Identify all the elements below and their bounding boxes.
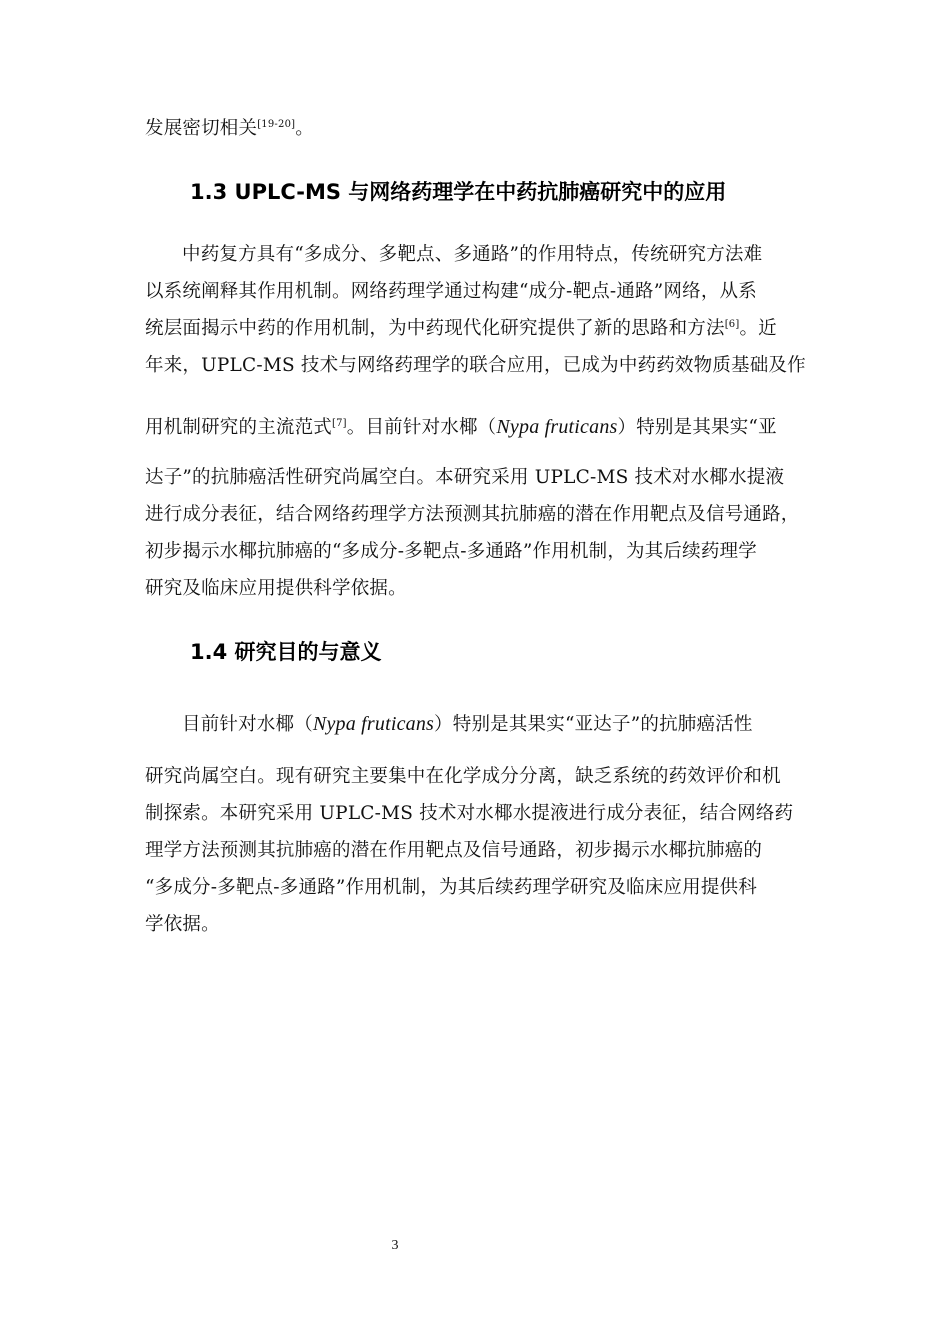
paragraph-line: 初步揭示水椰抗肺癌的“多成分-多靶点-多通路”作用机制，为其后续药理学 [145, 541, 757, 562]
text: 发展密切相关 [145, 118, 258, 139]
paragraph-line [145, 415, 777, 440]
section-heading-1-4: 1.4 研究目的与意义 [190, 640, 382, 664]
paragraph-line [145, 317, 777, 341]
text: 目前针对水椰（ [182, 714, 313, 735]
paragraph-line [182, 712, 753, 737]
text: 。 [295, 118, 314, 139]
paragraph-line: 学依据。 [145, 914, 220, 935]
paragraph-line: “多成分-多靶点-多通路”作用机制，为其后续药理学研究及临床应用提供科 [145, 877, 757, 898]
paragraph-line: 研究尚属空白。现有研究主要集中在化学成分分离，缺乏系统的药效评价和机 [145, 766, 781, 787]
paragraph-line: 达子”的抗肺癌活性研究尚属空白。本研究采用 UPLC-MS 技术对水椰水提液 [145, 467, 785, 488]
paragraph-line [145, 117, 314, 141]
citation: [6] [724, 318, 740, 330]
paragraph-line: 年来，UPLC-MS 技术与网络药理学的联合应用，已成为中药药效物质基础及作 [145, 355, 806, 376]
text: 统层面揭示中药的作用机制，为中药现代化研究提供了新的思路和方法 [145, 318, 725, 339]
text: ）特别是其果实“亚 [617, 417, 777, 438]
paragraph-line: 进行成分表征，结合网络药理学方法预测其抗肺癌的潜在作用靶点及信号通路， [145, 504, 800, 525]
paragraph-line: 中药复方具有“多成分、多靶点、多通路”的作用特点，传统研究方法难 [182, 244, 763, 265]
paragraph-line: 研究及临床应用提供科学依据。 [145, 578, 407, 599]
section-heading-1-3: 1.3 UPLC-MS 与网络药理学在中药抗肺癌研究中的应用 [190, 180, 727, 204]
paragraph-line: 理学方法预测其抗肺癌的潜在作用靶点及信号通路，初步揭示水椰抗肺癌的 [145, 840, 763, 861]
latin-name: Nypa fruticans [496, 416, 618, 438]
paragraph-line: 制探索。本研究采用 UPLC-MS 技术对水椰水提液进行成分表征，结合网络药 [145, 803, 794, 824]
latin-name: Nypa fruticans [312, 713, 435, 735]
text: 用机制研究的主流范式 [145, 417, 333, 438]
text: ）特别是其果实“亚达子”的抗肺癌活性 [434, 714, 753, 735]
paragraph-line: 以系统阐释其作用机制。网络药理学通过构建“成分-靶点-通路”网络，从系 [145, 281, 757, 302]
page-number: 3 [391, 1238, 399, 1253]
text: 。近 [739, 318, 777, 339]
text: 。目前针对水椰（ [346, 417, 497, 438]
citation: [7] [332, 417, 347, 429]
citation: [19-20] [257, 118, 296, 130]
